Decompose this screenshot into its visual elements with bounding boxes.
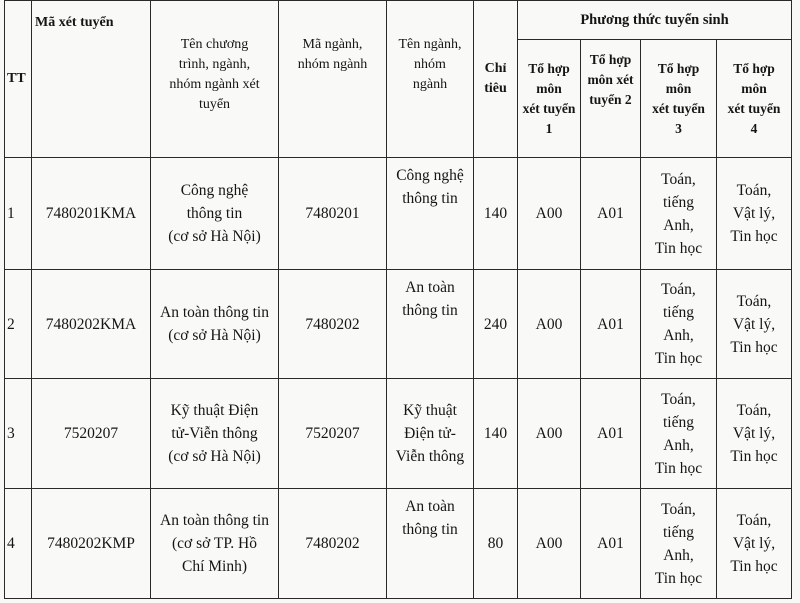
header-to-hop-line: môn [665, 80, 692, 96]
header-to-hop-4 [717, 40, 792, 158]
header-ten-nganh-line: nhóm [414, 57, 446, 72]
cell-line: tiếng [663, 193, 694, 211]
header-to-hop-line: 3 [675, 120, 682, 136]
cell-line: Công nghệ [396, 167, 464, 184]
cell-ten-chuong-trinh [151, 158, 279, 270]
cell-tt: 4 [5, 489, 32, 599]
table-row [5, 270, 792, 379]
cell-line: Tin học [730, 228, 778, 245]
cell-to-hop-3 [641, 489, 717, 599]
cell-line: Tin học [730, 558, 778, 575]
cell-line: Anh, [663, 546, 694, 564]
cell-tt: 2 [5, 270, 32, 379]
cell-to-hop-4 [717, 489, 792, 599]
cell-tt: 1 [5, 158, 32, 270]
cell-to-hop-4 [717, 379, 792, 489]
cell-line: Vật lý, [732, 315, 776, 333]
cell-line: Điện tử- [404, 425, 456, 442]
cell-line: Toán, [736, 402, 772, 419]
cell-line: Toán, [661, 170, 696, 188]
cell-line: thông tin [402, 521, 458, 538]
cell-ten-nganh [387, 379, 474, 489]
cell-to-hop-2: A01 [581, 270, 641, 379]
header-ten-chuong-trinh-line: trình, ngành, [178, 57, 251, 72]
cell-line: Toán, [736, 512, 772, 529]
header-to-hop-line: Tổ hợp [657, 60, 700, 76]
cell-ma-nganh: 7520207 [279, 379, 387, 489]
cell-line: Vật lý, [732, 205, 776, 222]
cell-ten-chuong-trinh [151, 489, 279, 599]
cell-to-hop-2: A01 [581, 489, 641, 599]
cell-to-hop-4 [717, 270, 792, 379]
cell-ten-nganh [387, 270, 474, 379]
cell-chi-tieu: 240 [474, 270, 518, 379]
header-ten-chuong-trinh-line: Tên chương [180, 37, 249, 52]
cell-line: tiếng [663, 523, 694, 541]
cell-chi-tieu: 140 [474, 379, 518, 489]
header-chi-tieu-line: tiêu [484, 81, 507, 96]
cell-line: thông tin [402, 190, 458, 207]
cell-line: tiếng [663, 413, 694, 431]
cell-line: tử-Viễn thông [171, 425, 258, 442]
cell-line: An toàn [405, 498, 455, 515]
cell-line: Tin học [730, 448, 778, 465]
cell-line: (cơ sở Hà Nội) [168, 327, 261, 344]
header-to-hop-3 [641, 40, 717, 158]
cell-line: An toàn [405, 279, 455, 296]
cell-to-hop-1: A00 [518, 158, 581, 270]
cell-to-hop-2: A01 [581, 158, 641, 270]
table-row [5, 379, 792, 489]
header-ten-chuong-trinh-line: tuyển [198, 97, 231, 112]
cell-line: Anh, [663, 327, 694, 344]
cell-ma-xet-tuyen: 7480202KMA [32, 270, 151, 379]
header-ten-chuong-trinh [151, 1, 279, 158]
cell-line: Tin học [730, 338, 778, 356]
cell-line: Toán, [736, 292, 772, 310]
cell-tt: 3 [5, 379, 32, 489]
cell-line: Toán, [736, 182, 772, 199]
header-to-hop-line: xét tuyển [727, 100, 781, 116]
header-ten-nganh [387, 1, 474, 158]
header-ma-nganh [279, 1, 387, 158]
cell-to-hop-3 [641, 158, 717, 270]
cell-line: Viễn thông [395, 448, 465, 465]
cell-to-hop-1: A00 [518, 270, 581, 379]
header-to-hop-2 [581, 40, 641, 158]
header-chi-tieu [474, 1, 518, 158]
header-ma-nganh-line: nhóm ngành [297, 57, 368, 72]
header-ten-nganh-line: Tên ngành, [398, 37, 462, 52]
header-to-hop-line: 4 [750, 120, 758, 136]
cell-line: Tin học [654, 350, 703, 367]
cell-line: Toán, [661, 390, 696, 408]
header-ten-chuong-trinh-line: nhóm ngành xét [169, 77, 260, 92]
header-to-hop-line: Tổ hợp [528, 60, 570, 76]
cell-line: (cơ sở Hà Nội) [168, 228, 261, 245]
cell-ma-nganh: 7480202 [279, 489, 387, 599]
cell-ten-chuong-trinh [151, 379, 279, 489]
header-chi-tieu-line: Chỉ [484, 61, 507, 76]
cell-line: An toàn thông tin [160, 512, 269, 529]
cell-line: Toán, [661, 500, 696, 518]
cell-line: An toàn thông tin [160, 304, 269, 321]
header-to-hop-line: xét tuyển [522, 100, 576, 116]
header-ma-xet-tuyen: Mã xét tuyển [32, 1, 151, 158]
cell-ma-nganh: 7480201 [279, 158, 387, 270]
header-ten-nganh-line: ngành [412, 77, 448, 92]
table-row [5, 158, 792, 270]
cell-to-hop-1: A00 [518, 379, 581, 489]
cell-chi-tieu: 140 [474, 158, 518, 270]
cell-line: Tin học [654, 459, 703, 477]
table-row [5, 489, 792, 599]
cell-line: Tin học [654, 569, 703, 587]
header-to-hop-line: xét tuyển [652, 100, 705, 116]
cell-line: Kỹ thuật Điện [170, 402, 259, 419]
cell-line: Vật lý, [732, 425, 776, 442]
cell-to-hop-2: A01 [581, 379, 641, 489]
header-to-hop-line: môn xét [587, 72, 634, 87]
header-to-hop-line: 1 [545, 120, 553, 136]
cell-line: Tin học [654, 239, 703, 257]
cell-ma-xet-tuyen: 7520207 [32, 379, 151, 489]
header-tt: TT [5, 1, 32, 158]
cell-line: Chí Minh) [181, 558, 248, 575]
cell-ma-xet-tuyen: 7480201KMA [32, 158, 151, 270]
header-to-hop-line: môn [741, 80, 767, 96]
header-phuong-thuc: Phương thức tuyển sinh [518, 1, 792, 40]
cell-line: Vật lý, [732, 535, 776, 552]
cell-chi-tieu: 80 [474, 489, 518, 599]
cell-line: tiếng [663, 304, 694, 321]
cell-ma-xet-tuyen: 7480202KMP [32, 489, 151, 599]
cell-to-hop-1: A00 [518, 489, 581, 599]
header-ma-nganh-line: Mã ngành, [302, 37, 363, 52]
cell-line: Kỹ thuật [403, 402, 457, 419]
cell-ten-nganh [387, 489, 474, 599]
header-to-hop-line: môn [536, 80, 562, 96]
cell-line: Anh, [663, 216, 694, 234]
cell-line: Anh, [663, 436, 694, 454]
header-to-hop-line: tuyển 2 [589, 92, 632, 107]
admission-table [4, 0, 792, 599]
header-to-hop-1 [518, 40, 581, 158]
cell-to-hop-4 [717, 158, 792, 270]
cell-to-hop-3 [641, 270, 717, 379]
cell-ten-nganh [387, 158, 474, 270]
header-to-hop-line: Tổ hợp [733, 60, 775, 76]
cell-ma-nganh: 7480202 [279, 270, 387, 379]
cell-line: Công nghệ [180, 182, 249, 199]
header-to-hop-line: Tổ hợp [589, 52, 632, 67]
cell-line: Toán, [661, 281, 696, 298]
cell-to-hop-3 [641, 379, 717, 489]
cell-line: thông tin [186, 205, 243, 222]
cell-line: (cơ sở TP. Hồ [171, 535, 257, 552]
cell-ten-chuong-trinh [151, 270, 279, 379]
cell-line: (cơ sở Hà Nội) [168, 448, 261, 465]
cell-line: thông tin [402, 302, 458, 319]
